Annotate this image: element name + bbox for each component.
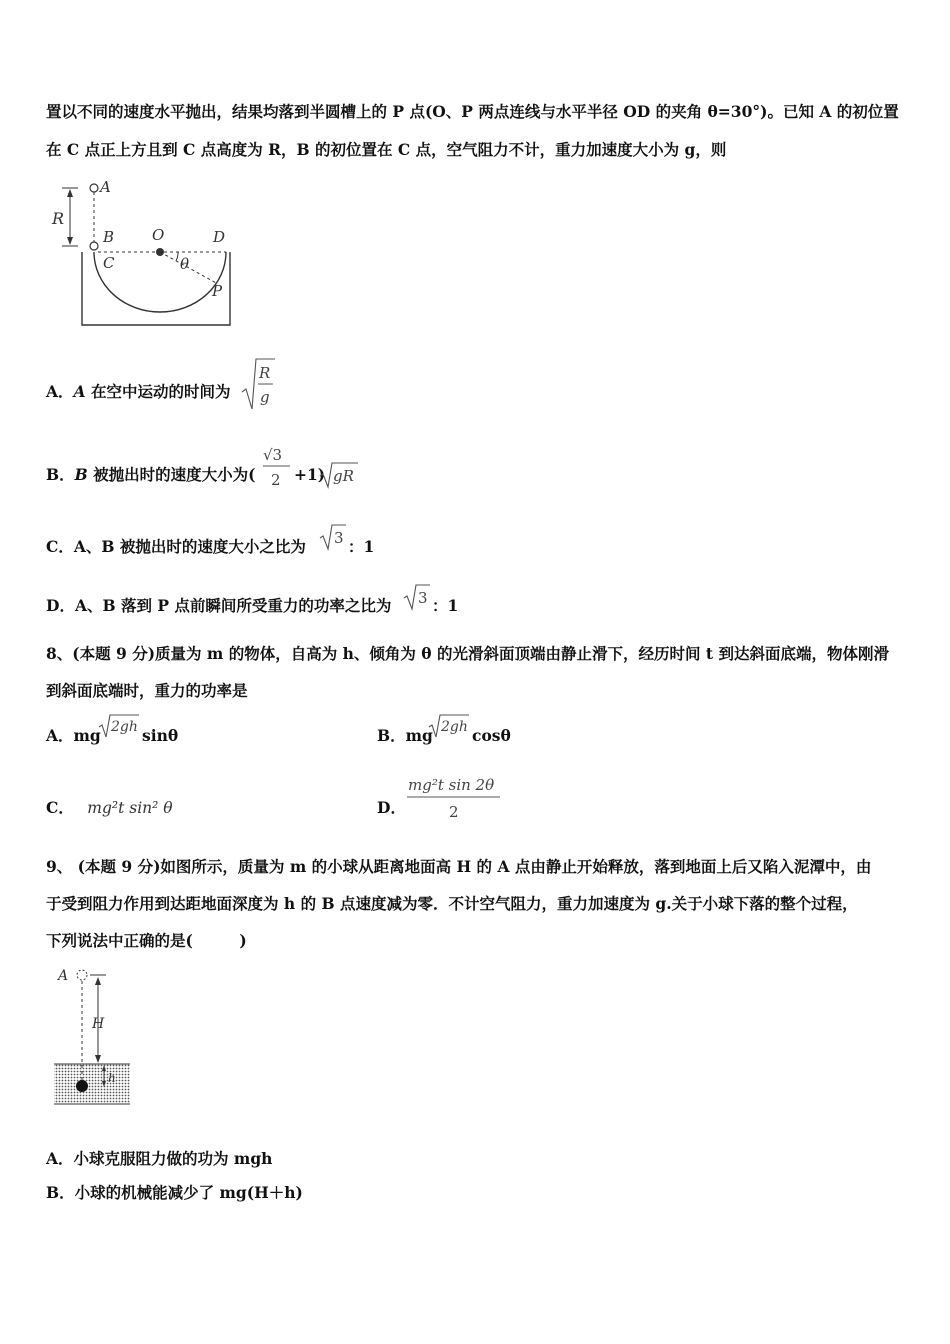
q7-figure-semicircle <box>48 172 248 332</box>
q7-label-theta: θ <box>180 255 190 273</box>
q8-option-c-letter: C． <box>46 798 74 817</box>
q7-option-b <box>46 464 255 486</box>
q8-option-a-sqrt <box>97 712 141 740</box>
q9-label-H: H <box>92 1016 105 1032</box>
q7-option-b-text: 被抛出时的速度大小为( <box>87 465 256 484</box>
q9-option-b <box>46 1182 303 1204</box>
q8-option-a-pre: mg <box>73 726 101 745</box>
q7-option-c-text: A、B 被抛出时的速度大小之比为 <box>73 537 306 556</box>
q7-option-c-letter: C． <box>46 537 74 556</box>
q7-label-A: A <box>100 178 111 196</box>
q9-figure-mud <box>52 962 136 1110</box>
q8-option-b-post: cosθ <box>472 726 511 745</box>
q7-option-d-text: A、B 落到 P 点前瞬间所受重力的功率之比为 <box>74 596 392 615</box>
q8-option-b-root: 2gh <box>441 719 468 735</box>
q9-option-a <box>46 1148 272 1170</box>
q7-option-d-letter: D． <box>46 596 75 615</box>
q9-option-b-letter: B． <box>46 1183 75 1202</box>
q7-option-d <box>46 595 391 617</box>
q7-option-c <box>46 536 306 558</box>
q9-option-a-letter: A． <box>46 1149 74 1168</box>
q8-option-d-fraction <box>404 770 504 824</box>
q8-option-a <box>46 725 101 747</box>
q7-label-C: C <box>103 254 115 272</box>
q7-option-a-subject: A <box>73 382 86 401</box>
q8-text-line-2: 到斜面底端时，重力的功率是 <box>46 681 248 700</box>
q9-option-b-text: 小球的机械能减少了 mg(H＋h) <box>74 1183 303 1202</box>
q7-text-line-2: 在 C 点正上方且到 C 点高度为 R，B 的初位置在 C 点，空气阻力不计，重力加速度大小为 g，则 <box>46 140 727 159</box>
q8-option-b-sqrt <box>427 712 471 740</box>
q7-option-b-letter: B． <box>46 465 75 484</box>
q9-label-A: A <box>58 968 69 984</box>
q9-label-h: h <box>108 1071 116 1085</box>
q9-text-line-3: 下列说法中正确的是( ) <box>46 931 247 950</box>
q7-option-c-sqrt <box>318 522 348 552</box>
q8-option-b-letter: B． <box>377 726 406 745</box>
q7-option-a-text: 在空中运动的时间为 <box>85 382 231 401</box>
q7-option-a-sqrt-fraction <box>240 356 276 412</box>
q8-option-d-letter: D． <box>377 798 406 817</box>
q7-option-b-den: 2 <box>271 471 281 489</box>
q8-text-line-1: 8、(本题 9 分)质量为 m 的物体，自高为 h、倾角为 θ 的光滑斜面顶端由静止滑下，经历时间 t 到达斜面底端，物体刚滑 <box>46 644 889 663</box>
q7-text-line-1: 置以不同的速度水平抛出，结果均落到半圆槽上的 P 点(O、P 两点连线与水平半径 OD 的夹角 θ=30°)。已知 A 的初位置 <box>46 102 899 121</box>
q7-option-c-post: ：1 <box>348 537 375 556</box>
q7-option-b-subject: B <box>74 465 88 484</box>
q7-option-a-den: g <box>260 388 270 406</box>
q7-option-a-letter: A． <box>46 382 74 401</box>
q7-option-b-post: +1) <box>294 465 326 484</box>
q8-option-b-pre: mg <box>405 726 433 745</box>
q8-option-a-letter: A． <box>46 726 74 745</box>
q7-option-d-sqrt <box>402 582 432 612</box>
q8-option-c <box>46 797 173 819</box>
q7-label-B: B <box>103 228 115 246</box>
q8-option-c-expr: mg²t sin² θ <box>87 799 173 817</box>
q9-text-line-1: 9、 (本题 9 分)如图所示，质量为 m 的小球从距离地面高 H 的 A 点由静止开始释放，落到地面上后又陷入泥潭中，由 <box>46 857 872 876</box>
q7-option-a <box>46 381 230 403</box>
q9-text-line-2: 于受到阻力作用到达距地面深度为 h 的 B 点速度减为零．不计空气阻力，重力加速度为 g.关于小球下落的整个过程， <box>46 894 858 913</box>
q8-option-d-num: mg²t sin 2θ <box>408 776 495 794</box>
q8-option-a-root: 2gh <box>111 719 138 735</box>
q7-label-P: P <box>212 282 223 300</box>
q7-option-b-num: √3 <box>263 446 283 464</box>
q7-option-b-sqrt <box>318 460 360 490</box>
q7-option-a-num: R <box>259 364 271 382</box>
q8-option-a-post: sinθ <box>142 726 179 745</box>
q7-label-O: O <box>152 226 165 244</box>
q8-option-d-den: 2 <box>449 803 459 821</box>
q7-option-b-fraction <box>260 440 294 490</box>
q7-option-d-post: ：1 <box>432 596 459 615</box>
q8-option-b <box>377 725 433 747</box>
q7-label-D: D <box>213 228 226 246</box>
q7-option-c-root: 3 <box>334 529 344 547</box>
q9-option-a-text: 小球克服阻力做的功为 mgh <box>73 1149 273 1168</box>
q7-option-d-root: 3 <box>418 589 428 607</box>
q7-option-b-root: gR <box>333 467 354 485</box>
q7-label-R: R <box>52 209 65 228</box>
